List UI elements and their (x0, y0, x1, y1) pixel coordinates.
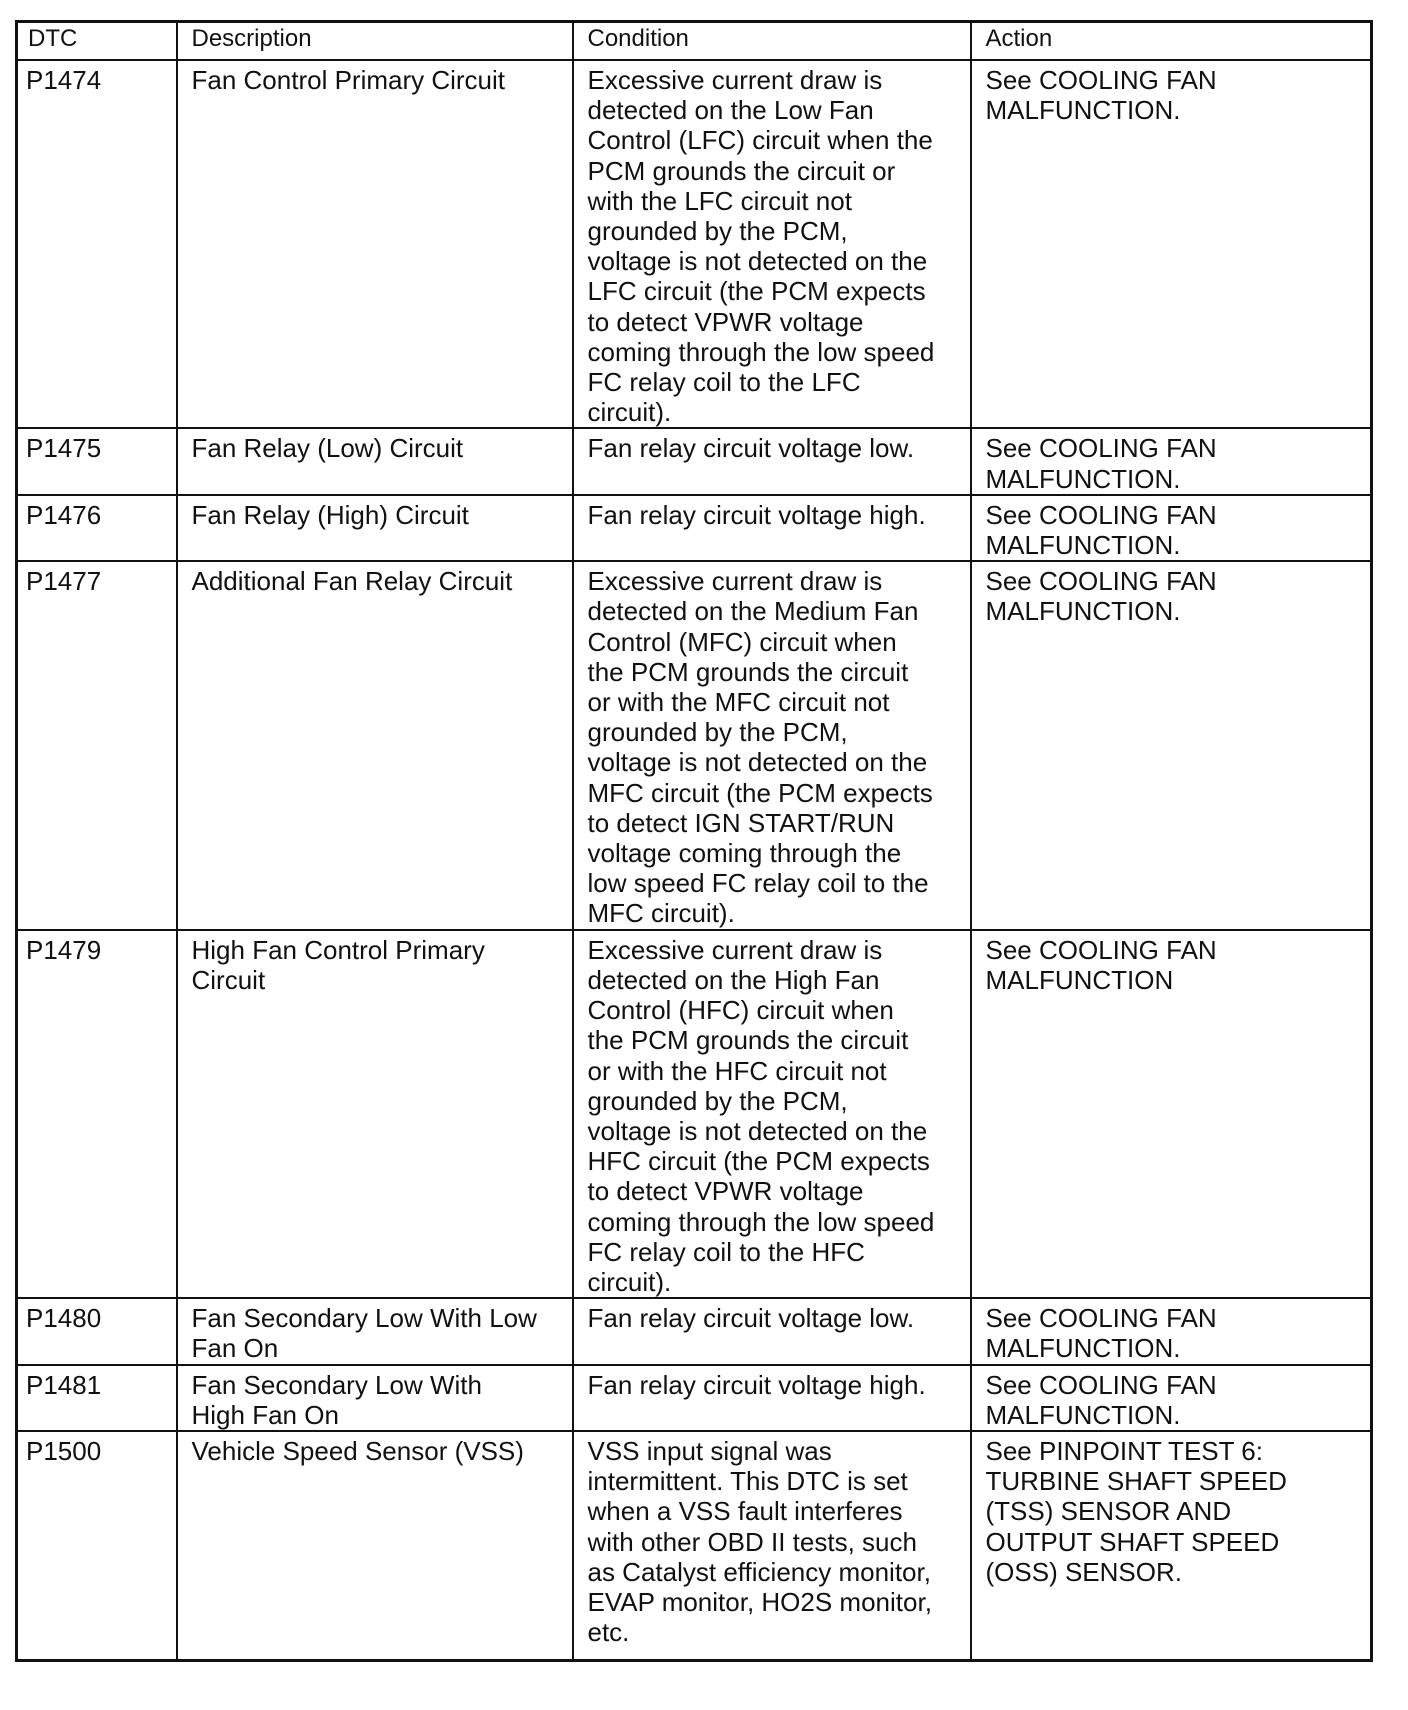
dtc-condition: Fan relay circuit voltage low. (573, 428, 971, 494)
dtc-action: See COOLING FAN MALFUNCTION. (971, 428, 1372, 494)
dtc-condition: VSS input signal was intermittent. This DTC is set when a VSS fault interferes with other OBD II tests, such as Catalyst efficiency monitor, EVAP monitor, HO2S monitor, etc. (573, 1431, 971, 1661)
dtc-action: See COOLING FAN MALFUNCTION. (971, 1298, 1372, 1364)
dtc-action: See PINPOINT TEST 6: TURBINE SHAFT SPEED (TSS) SENSOR AND OUTPUT SHAFT SPEED (OSS) SENSOR. (971, 1431, 1372, 1661)
dtc-description: Fan Secondary Low With Low Fan On (177, 1298, 573, 1364)
dtc-code: P1500 (17, 1431, 177, 1661)
dtc-condition: Fan relay circuit voltage high. (573, 1365, 971, 1431)
dtc-description: Fan Relay (Low) Circuit (177, 428, 573, 494)
dtc-description: High Fan Control Primary Circuit (177, 930, 573, 1298)
header-row (17, 22, 1372, 61)
table-row (17, 428, 1372, 494)
table-row (17, 1431, 1372, 1661)
table-row (17, 1365, 1372, 1431)
dtc-code: P1474 (17, 60, 177, 428)
dtc-description: Additional Fan Relay Circuit (177, 561, 573, 929)
table-row (17, 1298, 1372, 1364)
dtc-action: See COOLING FAN MALFUNCTION. (971, 1365, 1372, 1431)
dtc-code: P1481 (17, 1365, 177, 1431)
dtc-code: P1476 (17, 495, 177, 561)
header-condition: Condition (573, 22, 971, 61)
header-description: Description (177, 22, 573, 61)
dtc-condition: Excessive current draw is detected on the High Fan Control (HFC) circuit when the PCM grounds the circuit or with the HFC circuit not grounded by the PCM, voltage is not detected on the HFC circuit (the PCM expects to detect VPWR voltage coming through the low speed FC relay coil to the HFC circuit). (573, 930, 971, 1298)
dtc-condition: Excessive current draw is detected on the Low Fan Control (LFC) circuit when the PCM grounds the circuit or with the LFC circuit not grounded by the PCM, voltage is not detected on the LFC circuit (the PCM expects to detect VPWR voltage coming through the low speed FC relay coil to the LFC circuit). (573, 60, 971, 428)
dtc-condition: Excessive current draw is detected on the Medium Fan Control (MFC) circuit when the PCM grounds the circuit or with the MFC circuit not grounded by the PCM, voltage is not detected on the MFC circuit (the PCM expects to detect IGN START/RUN voltage coming through the low speed FC relay coil to the MFC circuit). (573, 561, 971, 929)
dtc-table (15, 20, 1373, 1662)
dtc-description: Fan Control Primary Circuit (177, 60, 573, 428)
header-dtc: DTC (17, 22, 177, 61)
table-row (17, 495, 1372, 561)
dtc-action: See COOLING FAN MALFUNCTION (971, 930, 1372, 1298)
dtc-description: Fan Relay (High) Circuit (177, 495, 573, 561)
table-row (17, 930, 1372, 1298)
dtc-code: P1479 (17, 930, 177, 1298)
dtc-description: Vehicle Speed Sensor (VSS) (177, 1431, 573, 1661)
dtc-code: P1480 (17, 1298, 177, 1364)
table-body (17, 60, 1372, 1661)
dtc-action: See COOLING FAN MALFUNCTION. (971, 561, 1372, 929)
dtc-action: See COOLING FAN MALFUNCTION. (971, 495, 1372, 561)
dtc-code: P1475 (17, 428, 177, 494)
dtc-code: P1477 (17, 561, 177, 929)
table-row (17, 561, 1372, 929)
table-header (17, 22, 1372, 61)
dtc-description: Fan Secondary Low With High Fan On (177, 1365, 573, 1431)
table-row (17, 60, 1372, 428)
dtc-condition: Fan relay circuit voltage high. (573, 495, 971, 561)
dtc-action: See COOLING FAN MALFUNCTION. (971, 60, 1372, 428)
dtc-condition: Fan relay circuit voltage low. (573, 1298, 971, 1364)
header-action: Action (971, 22, 1372, 61)
